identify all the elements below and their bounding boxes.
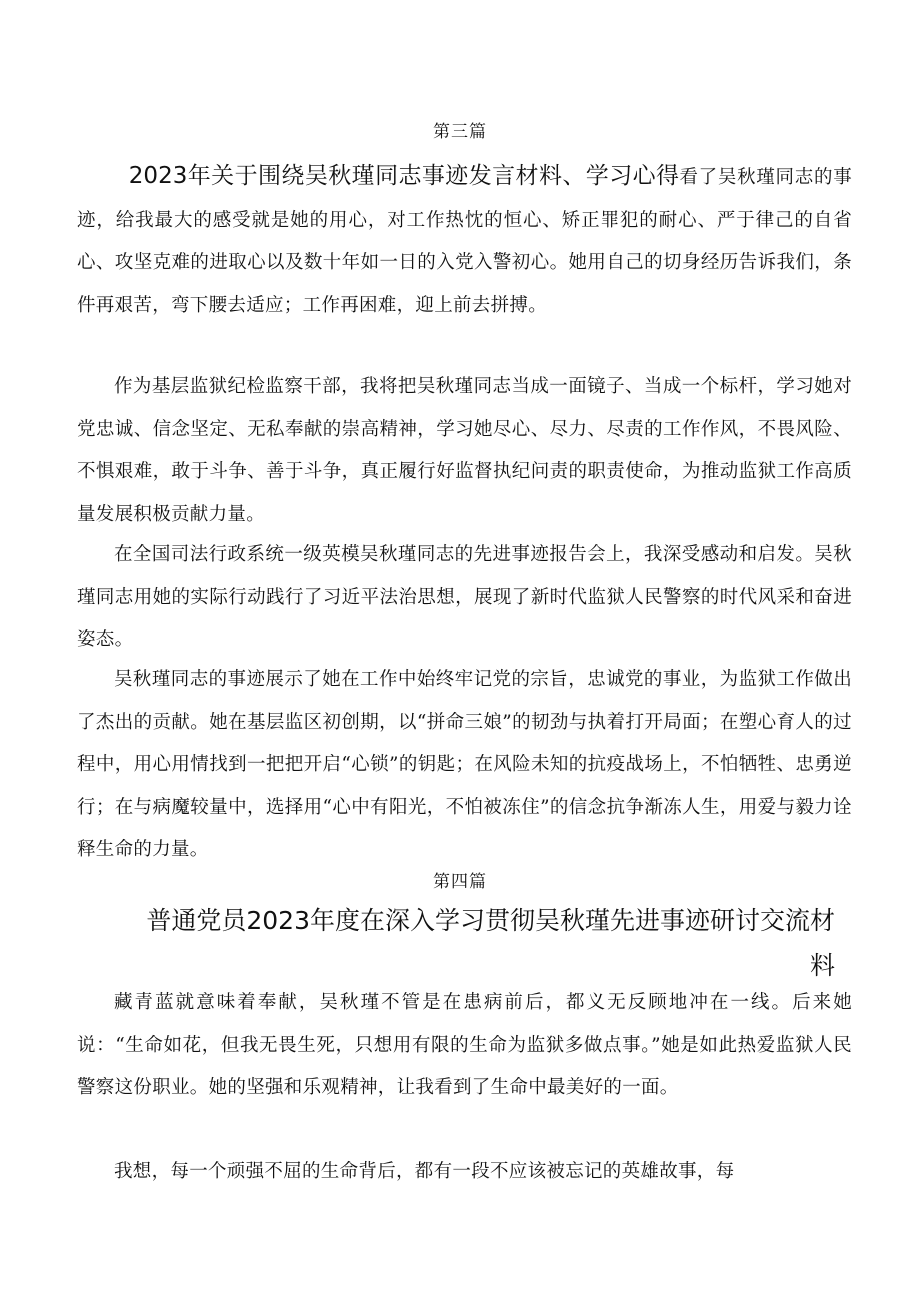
section-4-paragraph-1: 藏青蓝就意味着奉献，吴秋瑾不管是在患病前后，都义无反顾地冲在一线。后来她说：“生命如花，但我无畏生死，只想用有限的生命为监狱多做点事。”她是如此热爱监狱人民警察这份职业。她的坚强和乐观精神，让我看到了生命中最美好的一面。 bbox=[77, 992, 852, 1098]
section-4-paragraph-2: 我想，每一个顽强不屈的生命背后，都有一段不应该被忘记的英雄故事，每 bbox=[114, 1161, 735, 1182]
section-3-paragraph-4: 吴秋瑾同志的事迹展示了她在工作中始终牢记党的宗旨，忠诚党的事业，为监狱工作做出了杰出的贡献。她在基层监区初创期，以“拼命三娘”的韧劲与执着打开局面；在塑心育人的过程中，用心用情找到一把把开启“心锁”的钥匙；在风险未知的抗疫战场上，不怕牺牲、忠勇逆行；在与病魔较量中，选择用“心中有阳光，不怕被冻住”的信念抗争渐冻人生，用爱与毅力诠释生命的力量。 bbox=[77, 669, 852, 860]
section-3-paragraph-1: 看了吴秋瑾同志的事迹，给我最大的感受就是她的用心，对工作热忱的恒心、矫正罪犯的耐心、严于律己的自省心、攻坚克难的进取心以及数十年如一日的入党入警初心。她用自己的切身经历告诉我们，条件再艰苦，弯下腰去适应；工作再困难，迎上前去拼搏。 bbox=[77, 167, 852, 316]
section-4-title: 普通党员2023年度在深入学习贯彻吴秋瑾先进事迹研讨交流材料 bbox=[146, 906, 835, 980]
section-3-title: 2023年关于围绕吴秋瑾同志事迹发言材料、学习心得 bbox=[128, 163, 680, 189]
section-4-label: 第四篇 bbox=[433, 872, 487, 892]
section-3-paragraph-2: 作为基层监狱纪检监察干部，我将把吴秋瑾同志当成一面镜子、当成一个标杆，学习她对党忠诚、信念坚定、无私奉献的崇高精神，学习她尽心、尽力、尽责的工作作风，不畏风险、不惧艰难，敢于斗争、善于斗争，真正履行好监督执纪问责的职责使命，为推动监狱工作高质量发展积极贡献力量。 bbox=[77, 376, 852, 525]
section-3-label: 第三篇 bbox=[433, 122, 487, 142]
section-3-paragraph-3: 在全国司法行政系统一级英模吴秋瑾同志的先进事迹报告会上，我深受感动和启发。吴秋瑾同志用她的实际行动践行了习近平法治思想，展现了新时代监狱人民警察的时代风采和奋进姿态。 bbox=[77, 544, 852, 650]
section-3-first-paragraph bbox=[77, 155, 852, 327]
